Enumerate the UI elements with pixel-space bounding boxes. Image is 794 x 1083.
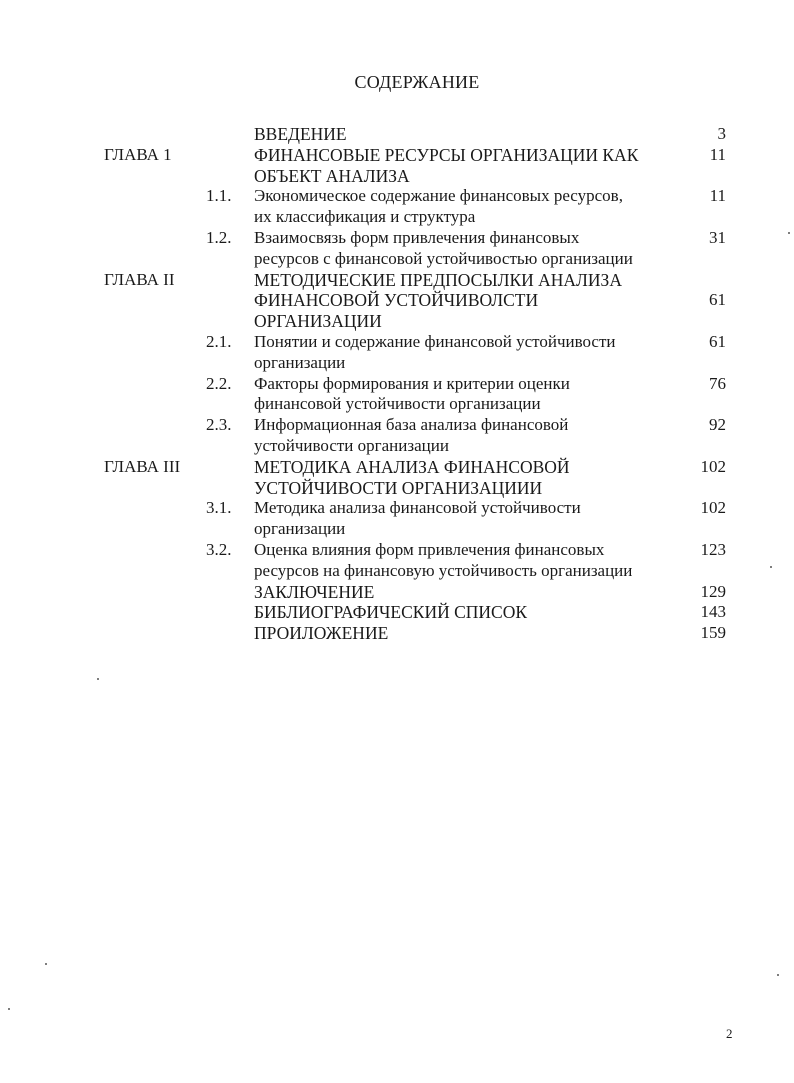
chapter-label: ГЛАВА III bbox=[104, 456, 181, 476]
chapter-label: ГЛАВА II bbox=[104, 269, 175, 289]
section-number: 2.1. bbox=[206, 331, 232, 351]
entry-page: 159 bbox=[700, 623, 726, 643]
entry-title: МЕТОДИЧЕСКИЕ ПРЕДПОСЫЛКИ АНАЛИЗА ФИНАНСОВОЙ УСТОЙЧИВОЛСТИ ОРГАНИЗАЦИИ bbox=[254, 269, 622, 332]
document-title: СОДЕРЖАНИЕ bbox=[354, 72, 480, 92]
entry-page: 143 bbox=[700, 602, 726, 622]
section-number: 2.3. bbox=[206, 415, 232, 435]
entry-title: ФИНАНСОВЫЕ РЕСУРСЫ ОРГАНИЗАЦИИ КАК ОБЪЕКТ АНАЛИЗА bbox=[254, 144, 639, 186]
toc-entry-section-2-3 bbox=[0, 415, 794, 457]
entry-title: Информационная база анализа финансовой устойчивости организации bbox=[254, 415, 569, 455]
section-number: 2.2. bbox=[206, 373, 232, 393]
table-of-contents bbox=[0, 124, 794, 644]
entry-title: МЕТОДИКА АНАЛИЗА ФИНАНСОВОЙ УСТОЙЧИВОСТИ ОРГАНИЗАЦИИИ bbox=[254, 456, 570, 498]
section-number: 3.1. bbox=[206, 498, 232, 518]
entry-title: Взаимосвязь форм привлечения финансовых ресурсов с финансовой устойчивостью организации bbox=[254, 227, 633, 268]
entry-title: ЗАКЛЮЧЕНИЕ bbox=[254, 581, 375, 602]
entry-page: 123 bbox=[700, 539, 726, 559]
entry-page: 61 bbox=[709, 290, 726, 310]
toc-entry-section-2-1 bbox=[0, 332, 794, 374]
entry-page: 11 bbox=[709, 186, 726, 206]
entry-page: 31 bbox=[709, 227, 726, 247]
toc-entry-section-1-2 bbox=[0, 228, 794, 270]
toc-entry-introduction bbox=[0, 124, 794, 145]
entry-title: БИБЛИОГРАФИЧЕСКИЙ СПИСОК bbox=[254, 602, 528, 623]
scan-speck bbox=[788, 232, 790, 234]
toc-entry-bibliography bbox=[0, 602, 794, 623]
entry-page: 76 bbox=[709, 373, 726, 393]
toc-entry-section-3-2 bbox=[0, 540, 794, 582]
entry-title: Экономическое содержание финансовых ресурсов, их классификация и структура bbox=[254, 186, 623, 227]
entry-page: 102 bbox=[700, 498, 726, 518]
toc-entry-section-2-2 bbox=[0, 374, 794, 416]
entry-title: Понятии и содержание финансовой устойчивости организации bbox=[254, 331, 616, 372]
chapter-label: ГЛАВА 1 bbox=[104, 144, 172, 164]
entry-title: ВВЕДЕНИЕ bbox=[254, 124, 347, 144]
entry-title: Оценка влияния форм привлечения финансовых ресурсов на финансовую устойчивость организации bbox=[254, 539, 633, 580]
scan-speck bbox=[8, 1008, 10, 1010]
page-number: 2 bbox=[726, 1026, 733, 1041]
entry-page: 129 bbox=[700, 581, 726, 601]
toc-entry-chapter-1 bbox=[0, 145, 794, 187]
section-number: 1.2. bbox=[206, 227, 232, 247]
section-number: 1.1. bbox=[206, 186, 232, 206]
toc-entry-conclusion bbox=[0, 582, 794, 603]
entry-title: ПРОИЛОЖЕНИЕ bbox=[254, 623, 389, 644]
toc-entry-section-3-1 bbox=[0, 498, 794, 540]
entry-title: Факторы формирования и критерии оценки финансовой устойчивости организации bbox=[254, 373, 570, 414]
scan-speck bbox=[770, 566, 772, 568]
section-number: 3.2. bbox=[206, 539, 232, 559]
entry-page: 102 bbox=[700, 456, 726, 476]
scan-speck bbox=[45, 963, 47, 965]
toc-entry-chapter-3 bbox=[0, 457, 794, 499]
entry-page: 11 bbox=[709, 144, 726, 164]
scan-speck bbox=[97, 678, 99, 680]
scan-speck bbox=[777, 974, 779, 976]
entry-title: Методика анализа финансовой устойчивости организации bbox=[254, 498, 581, 539]
toc-entry-appendix bbox=[0, 623, 794, 644]
entry-page: 61 bbox=[709, 331, 726, 351]
entry-page: 3 bbox=[717, 124, 726, 143]
toc-entry-chapter-2 bbox=[0, 270, 794, 332]
entry-page: 92 bbox=[709, 415, 726, 435]
toc-entry-section-1-1 bbox=[0, 186, 794, 228]
